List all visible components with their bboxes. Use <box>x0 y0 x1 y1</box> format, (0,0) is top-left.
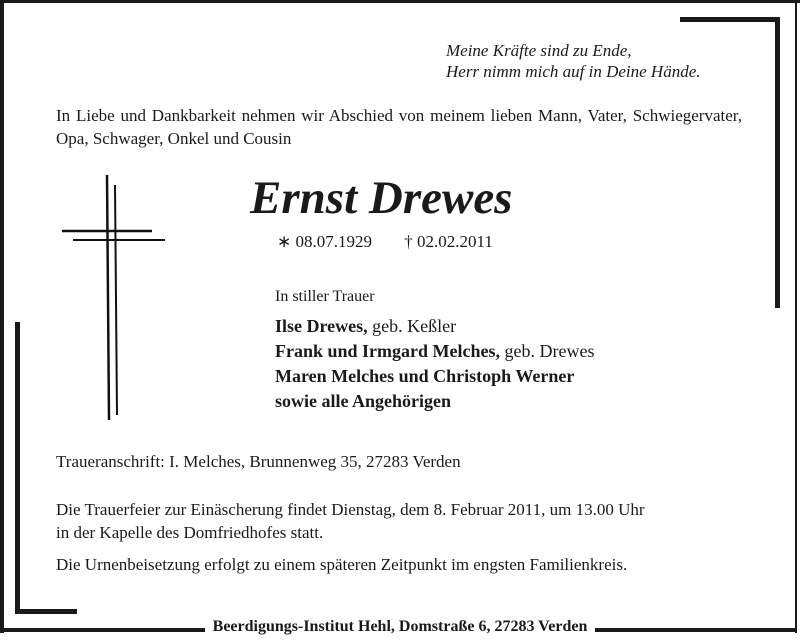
mourning-address: Traueranschrift: I. Melches, Brunnenweg 35, 27283 Verden <box>56 452 461 471</box>
frame-left <box>0 0 4 633</box>
mourner <box>275 314 594 339</box>
mourner <box>275 364 594 389</box>
motto <box>446 40 701 82</box>
bracket-top-right-v <box>775 17 780 308</box>
ceremony-text <box>56 498 645 544</box>
mourner-name: Maren Melches und Christoph Werner <box>275 366 575 386</box>
death-date: † 02.02.2011 <box>404 232 493 251</box>
ceremony-line-1: Die Trauerfeier zur Einäscherung findet Dienstag, dem 8. Februar 2011, um 13.00 Uhr <box>56 500 645 519</box>
burial-text: Die Urnenbeisetzung erfolgt zu einem späteren Zeitpunkt im engsten Familienkreis. <box>56 555 628 574</box>
bracket-bottom-left-v <box>15 322 20 614</box>
mourning-label: In stiller Trauer <box>275 288 375 305</box>
motto-line-1: Meine Kräfte sind zu Ende, <box>446 41 632 60</box>
mourner-name: Ilse Drewes, <box>275 316 368 336</box>
mourner-note: geb. Drewes <box>500 341 595 361</box>
mourners-list <box>275 314 594 414</box>
ceremony-line-2: in der Kapelle des Domfriedhofes statt. <box>56 523 324 542</box>
life-dates <box>277 232 521 252</box>
birth-date: ∗ 08.07.1929 <box>277 232 372 251</box>
funeral-home: Beerdigungs-Institut Hehl, Domstraße 6, 27283 Verden <box>205 618 596 635</box>
cross-icon <box>55 170 175 425</box>
intro-text: In Liebe und Dankbarkeit nehmen wir Abschied von meinem lieben Mann, Vater, Schwiegervater, Opa, Schwager, Onkel und Cousin <box>56 106 742 148</box>
motto-line-2: Herr nimm mich auf in Deine Hände. <box>446 62 701 81</box>
frame-top <box>0 0 800 3</box>
mourner-note: geb. Keßler <box>367 316 457 336</box>
mourner <box>275 389 594 414</box>
frame-right <box>795 0 797 633</box>
mourner-name: Frank und Irmgard Melches, <box>275 341 500 361</box>
bracket-bottom-left-h <box>15 609 77 614</box>
bracket-top-right-h <box>680 17 780 22</box>
mourner-name: sowie alle Angehörigen <box>275 391 451 411</box>
deceased-name: Ernst Drewes <box>250 172 513 224</box>
footer <box>0 618 800 636</box>
mourner <box>275 339 594 364</box>
